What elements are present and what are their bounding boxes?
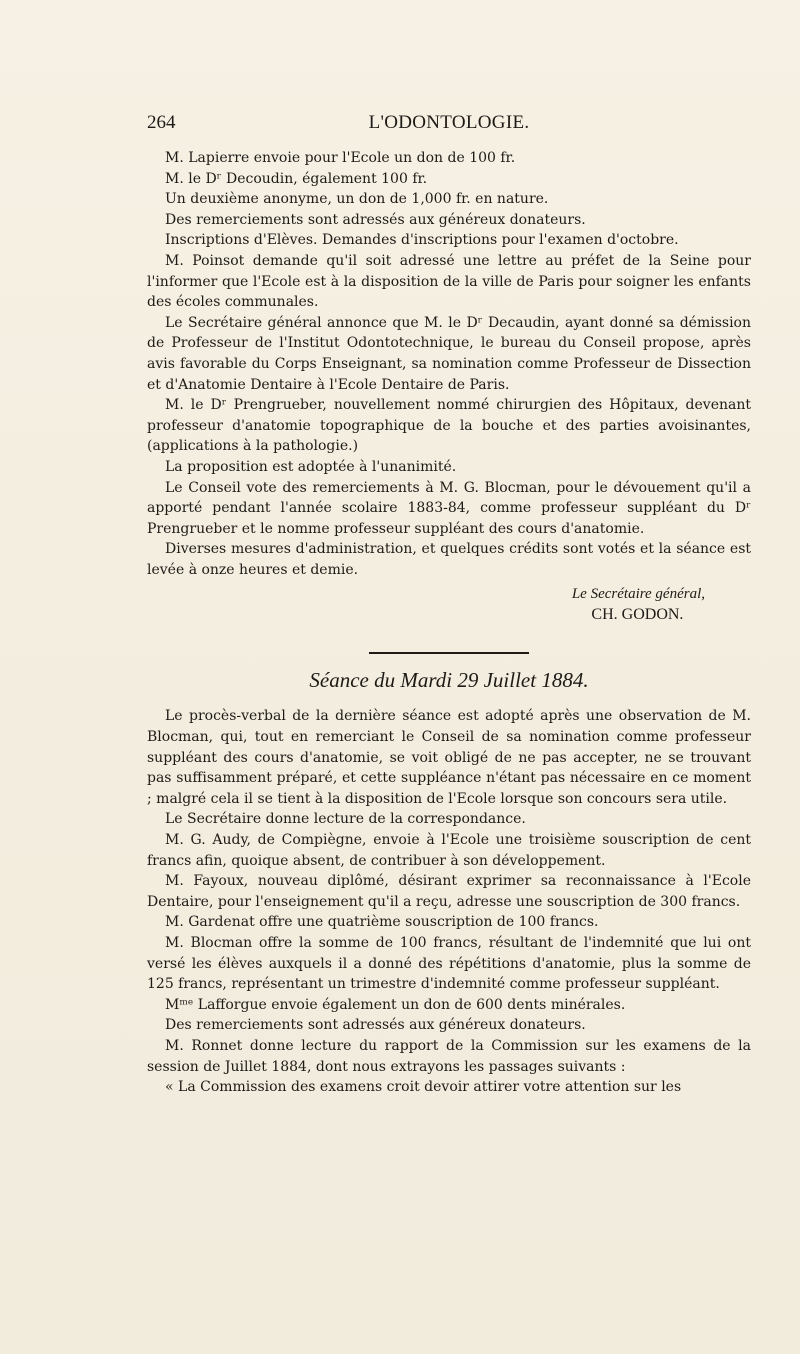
paragraph: « La Commission des examens croit devoir attirer votre attention sur les [165,1079,682,1096]
section-heading: Séance du Mardi 29 Juillet 1884. [309,668,589,693]
minutes-previous-session [147,148,751,580]
section-divider [369,652,529,654]
paragraph: M. Poinsot demande qu'il soit adressé une lettre au préfet de la Seine pour l'informer que l'Ecole est à la disposition de la ville de Paris pour soigner les enfants des écoles communales. [147,252,751,311]
paragraph: Un deuxième anonyme, un don de 1,000 fr. en nature. [165,191,549,208]
running-title: L'ODONTOLOGIE. [368,112,530,133]
paragraph: M. le Dʳ Decoudin, également 100 fr. [165,170,428,187]
paragraph: M. G. Audy, de Compiègne, envoie à l'Ecole une troisième souscription de cent francs afin, quoique absent, de contribuer à son développement. [147,832,751,869]
signature-name: CH. GODON. [591,606,684,624]
paragraph: Le Secrétaire donne lecture de la correspondance. [165,811,526,828]
paragraph: Le procès-verbal de la dernière séance est adopté après une observation de M. Blocman, qui, tout en remerciant le Conseil de sa nomination comme professeur suppléant des cours d'anatomie, se voit obligé de ne pas accepter, ne se trouvant pas suffisamment préparé, et cette suppléance n'étant pas nécessaire en ce moment ; malgré cela il se tient à la disposition de l'Ecole lorsque son concours sera utile. [147,708,751,807]
body-text [147,148,751,1098]
paragraph: M. Lapierre envoie pour l'Ecole un don de 100 fr. [165,150,516,166]
paragraph: La proposition est adoptée à l'unanimité. [165,458,457,475]
paragraph: Le Secrétaire général annonce que M. le Dʳ Decaudin, ayant donné sa démission de Professeur de l'Institut Odontotechnique, le bureau du Conseil propose, après avis favorable du Corps Enseignant, sa nomination comme Professeur de Dissection et d'Anatomie Dentaire à l'Ecole Dentaire de Paris. [147,314,751,393]
paragraph: M. Blocman offre la somme de 100 francs, résultant de l'indemnité que lui ont versé les élèves auxquels il a donné des répétitions d'anatomie, plus la somme de 125 francs, représentant un trimestre d'indemnité comme professeur suppléant. [147,935,751,993]
minutes-session-29-july [147,706,751,1097]
paragraph: Inscriptions d'Elèves. Demandes d'inscriptions pour l'examen d'octobre. [165,232,679,249]
paragraph: M. Fayoux, nouveau diplômé, désirant exprimer sa reconnaissance à l'Ecole Dentaire, pour l'enseignement qu'il a reçu, adresse une souscription de 300 francs. [147,873,751,910]
page-number: 264 [147,112,176,133]
paragraph: M. Gardenat offre une quatrième souscription de 100 francs. [165,914,599,931]
signature-role: Le Secrétaire général, [571,586,705,603]
paragraph: Des remerciements sont adressés aux généreux donateurs. [165,1017,586,1034]
paragraph: Diverses mesures d'administration, et quelques crédits sont votés et la séance est levée à onze heures et demie. [147,541,751,578]
page-header [147,112,751,138]
paragraph: M. le Dʳ Prengrueber, nouvellement nommé chirurgien des Hôpitaux, devenant professeur d'anatomie topographique de la bouche et des parties avoisinantes, (applications à la pathologie.) [147,397,751,455]
paragraph: M. Ronnet donne lecture du rapport de la Commission sur les examens de la session de Juillet 1884, dont nous extrayons les passages suivants : [147,1037,751,1075]
paragraph: Des remerciements sont adressés aux généreux donateurs. [165,211,586,228]
paragraph: Le Conseil vote des remerciements à M. G. Blocman, pour le dévouement qu'il a apporté pendant l'année scolaire 1883-84, comme professeur suppléant du Dʳ Prengrueber et le nomme professeur suppléant des cours d'anatomie. [147,479,751,537]
paragraph: Mᵐᵉ Lafforgue envoie également un don de 600 dents minérales. [165,996,626,1013]
signature-block [147,580,751,626]
